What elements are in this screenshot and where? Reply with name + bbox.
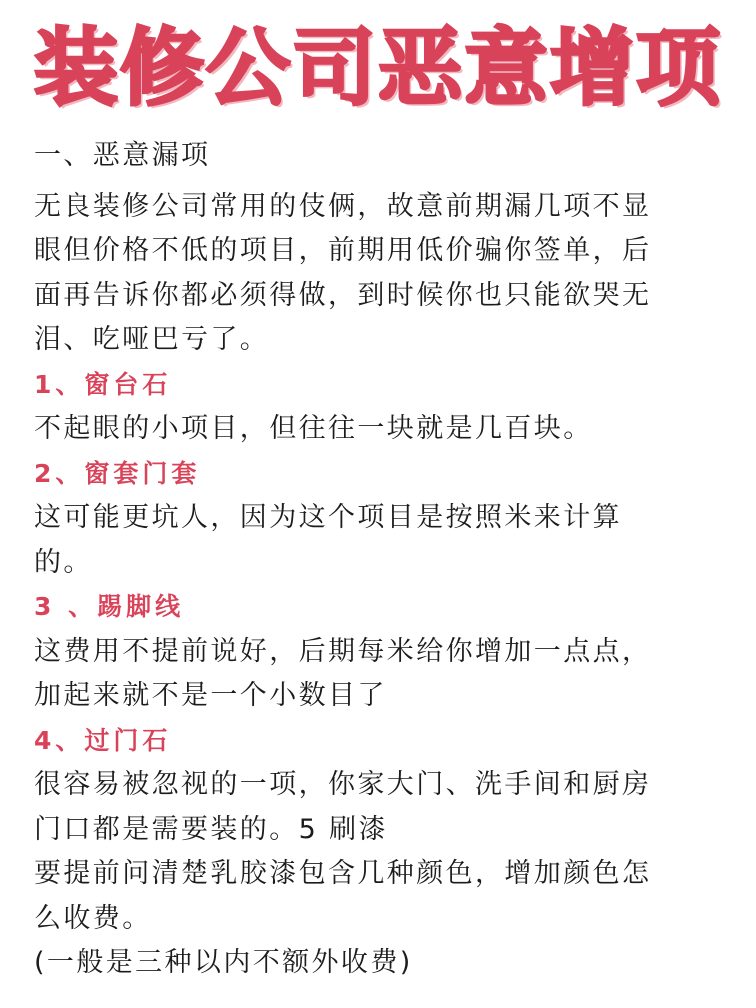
item-heading-threshold-stone: 4、过门石 [34, 725, 172, 755]
intro-line: 眼但价格不低的项目，前期用低价骗你签单，后 [34, 235, 652, 266]
item-heading-window-door-casing: 2、窗套门套 [34, 458, 201, 488]
tail-text: 要提前问清楚乳胶漆包含几种颜色，增加颜色怎 [34, 858, 652, 889]
item-text: 不起眼的小项目，但往往一块就是几百块。 [34, 413, 593, 444]
item-text: 这费用不提前说好，后期每米给你增加一点点， [34, 635, 652, 667]
intro-line: 面再告诉你都必须得做，到时候你也只能欲哭无 [34, 279, 652, 311]
page-title: 装修公司恶意增项 [33, 19, 722, 117]
article-body [34, 134, 726, 986]
item-text: 的。 [34, 546, 93, 578]
item-text: 很容易被忽视的一项，你家大门、洗手间和厨房 [34, 769, 652, 800]
intro-line: 泪、吃哑巴亏了。 [34, 324, 270, 355]
tail-text: 么收费。 [34, 902, 152, 934]
section-heading: 一、恶意漏项 [34, 140, 211, 171]
intro-line: 无良装修公司常用的伎俩，故意前期漏几项不显 [34, 190, 652, 222]
item-text: 门口都是需要装的。5 刷漆 [34, 813, 388, 845]
item-heading-skirting: 3 、踢脚线 [34, 592, 185, 621]
item-text: 加起来就不是一个小数目了 [34, 680, 387, 711]
item-text: 这可能更坑人，因为这个项目是按照米来计算 [34, 502, 622, 533]
item-heading-window-sill: 1、窗台石 [34, 369, 172, 399]
tail-note: (一般是三种以内不额外收费) [34, 947, 413, 978]
